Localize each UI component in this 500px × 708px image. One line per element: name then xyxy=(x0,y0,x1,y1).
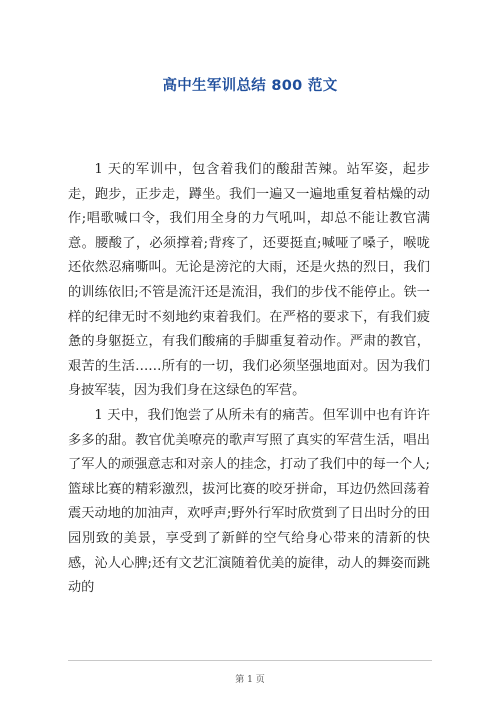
paragraph-2: 1 天中，我们饱尝了从所未有的痛苦。但军训中也有许许多多的甜。教官优美嘹亮的歌声写照了真实的军营生活，唱出了军人的顽强意志和对亲人的挂念，打动了我们中的每一个人;篮球比赛的精彩激烈，拔河比赛的咬牙拼命，耳边仍然回荡着震天动地的加油声，欢呼声;野外行军时欣赏到了日出时分的田园別致的美景，享受到了新鲜的空气给身心带来的清新的快感，沁人心脾;还有文艺汇演随着优美的旋律，动人的舞姿而跳动的 xyxy=(68,407,430,596)
paragraph-1: 1 天的军训中，包含着我们的酸甜苦辣。站军姿，起步走，跑步，正步走，蹲坐。我们一遍又一遍地重复着枯燥的动作;唱歌喊口令，我们用全身的力气吼叫，却总不能让教官满意。腰酸了，必须撑着;背疼了，还要挺直;喊哑了嗓子，喉咙还依然忍痛嘶叫。无论是滂沱的大雨，还是火热的烈日，我们的训练依旧;不管是流汗还是流泪，我们的步伐不能停止。铁一样的纪律无时不刻地约束着我们。在严格的要求下，有我们疲惫的身躯挺立，有我们酸痛的手脚重复着动作。严肃的教官，艰苦的生活……所有的一切，我们必须坚强地面对。因为我们身披军装，因为我们身在这绿色的军营。 xyxy=(68,162,430,399)
document-title: 高中生军训总结 800 范文 xyxy=(162,78,338,94)
footer-divider xyxy=(68,660,432,661)
page-number: 第 1 页 xyxy=(235,675,265,685)
document-body xyxy=(68,158,430,601)
